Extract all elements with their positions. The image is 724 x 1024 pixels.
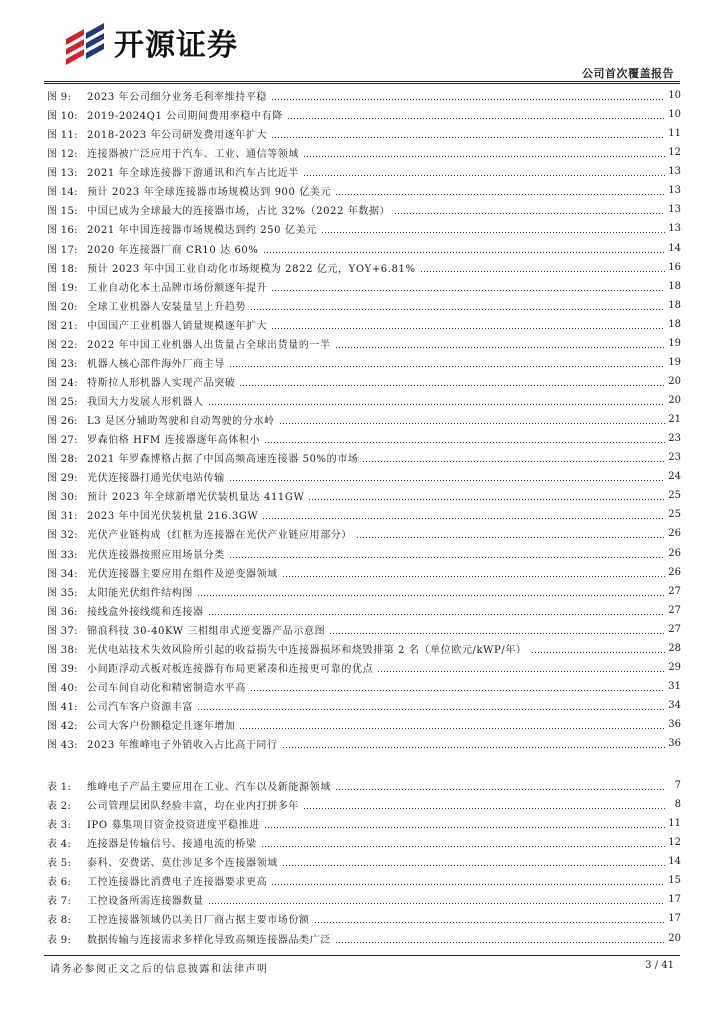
entry-label: 表 9: bbox=[47, 934, 72, 946]
entry-page-number: 26 bbox=[668, 528, 681, 540]
entry-page-number: 14 bbox=[668, 856, 681, 868]
entry-page-number: 28 bbox=[668, 642, 681, 654]
entry-title: 连接器是传输信号、接通电流的桥梁 bbox=[87, 839, 257, 851]
entry-label: 图 26: bbox=[47, 416, 78, 428]
entry-title: 罗森伯格 HFM 连接器逐年高体积小 bbox=[87, 435, 261, 447]
entry-page-number: 24 bbox=[668, 471, 681, 483]
entry-label: 图 11: bbox=[47, 130, 78, 142]
entry-page-number: 31 bbox=[668, 680, 681, 692]
figure-toc-entry[interactable] bbox=[47, 639, 681, 658]
entry-page-number: 27 bbox=[668, 604, 681, 616]
entry-title: 光伏产业链构成（红框为连接器在光伏产业链应用部分） bbox=[87, 530, 352, 542]
entry-page-number: 19 bbox=[668, 337, 681, 349]
table-toc-entry[interactable] bbox=[47, 890, 681, 909]
entry-title: 维峰电子产品主要应用在工业、汽车以及新能源领域 bbox=[87, 782, 331, 794]
entry-label: 图 38: bbox=[47, 644, 78, 656]
entry-label: 图 22: bbox=[47, 339, 78, 351]
entry-page-number: 29 bbox=[668, 661, 681, 673]
figure-toc-entry[interactable] bbox=[47, 467, 681, 486]
figure-toc-entry[interactable] bbox=[47, 181, 681, 200]
entry-page-number: 13 bbox=[668, 185, 681, 197]
figure-toc-entry[interactable] bbox=[47, 162, 681, 181]
entry-title: 公司车间自动化和精密制造水平高 bbox=[87, 682, 246, 694]
entry-label: 图 42: bbox=[47, 721, 78, 733]
entry-title: 2023 年中国光伏装机量 216.3GW bbox=[87, 511, 259, 523]
entry-label: 图 19: bbox=[47, 282, 78, 294]
figure-toc-entry[interactable] bbox=[47, 734, 681, 753]
entry-page-number: 17 bbox=[668, 913, 681, 925]
table-toc-entry[interactable] bbox=[47, 871, 681, 890]
entry-page-number: 19 bbox=[668, 356, 681, 368]
page-header bbox=[0, 0, 724, 80]
entry-label: 图 27: bbox=[47, 435, 78, 447]
dot-leader bbox=[314, 922, 665, 923]
entry-label: 图 41: bbox=[47, 702, 78, 714]
figure-toc-entry[interactable] bbox=[47, 105, 681, 124]
table-list bbox=[47, 776, 681, 948]
table-toc-entry[interactable] bbox=[47, 909, 681, 928]
dot-leader bbox=[282, 576, 665, 577]
entry-page-number: 21 bbox=[668, 414, 681, 426]
entry-label: 表 3: bbox=[47, 820, 72, 832]
entry-label: 图 21: bbox=[47, 320, 78, 332]
entry-page-number: 17 bbox=[668, 894, 681, 906]
figure-toc-entry[interactable] bbox=[47, 658, 681, 677]
entry-title: 光伏连接器按照应用场景分类 bbox=[87, 549, 225, 561]
entry-title: 光伏连接器主要应用在组件及逆变器领域 bbox=[87, 568, 278, 580]
dot-leader bbox=[362, 461, 665, 462]
table-toc-entry[interactable] bbox=[47, 929, 681, 948]
kaiyuan-securities-logo-icon bbox=[62, 19, 108, 65]
entry-label: 表 8: bbox=[47, 915, 72, 927]
figure-toc-entry[interactable] bbox=[47, 86, 681, 105]
dot-leader bbox=[282, 747, 665, 748]
dot-leader bbox=[271, 99, 665, 100]
entry-page-number: 36 bbox=[668, 738, 681, 750]
dot-leader bbox=[271, 290, 665, 291]
entry-title: 公司管理层团队经验丰富，均在业内打拼多年 bbox=[87, 801, 299, 813]
entry-label: 图 35: bbox=[47, 587, 78, 599]
dot-leader bbox=[303, 808, 665, 809]
entry-title: 2021 年全球连接器下游通讯和汽车占比近半 bbox=[87, 168, 299, 180]
dot-leader bbox=[229, 557, 665, 558]
entry-label: 表 7: bbox=[47, 896, 72, 908]
figure-toc-entry[interactable] bbox=[47, 410, 681, 429]
entry-page-number: 20 bbox=[668, 395, 681, 407]
dot-leader bbox=[282, 865, 665, 866]
dot-leader bbox=[262, 518, 665, 519]
entry-title: 工控设备所需连接器数量 bbox=[87, 896, 204, 908]
figure-toc-entry[interactable] bbox=[47, 391, 681, 410]
entry-page-number: 23 bbox=[668, 433, 681, 445]
figure-toc-entry[interactable] bbox=[47, 448, 681, 467]
figure-toc-entry[interactable] bbox=[47, 219, 681, 238]
dot-leader bbox=[335, 789, 665, 790]
entry-title: 2021 年罗森博格占据了中国高频高速连接器 50%的市场 bbox=[87, 454, 359, 466]
entry-title: 我国大力发展人形机器人 bbox=[87, 397, 204, 409]
table-toc-entry[interactable] bbox=[47, 795, 681, 814]
entry-page-number: 7 bbox=[674, 780, 681, 792]
entry-label: 表 1: bbox=[47, 782, 72, 794]
figure-toc-entry[interactable] bbox=[47, 334, 681, 353]
dot-leader bbox=[531, 652, 665, 653]
dot-leader bbox=[229, 480, 665, 481]
dot-leader bbox=[264, 442, 665, 443]
figure-toc-entry[interactable] bbox=[47, 486, 681, 505]
entry-label: 图 31: bbox=[47, 511, 78, 523]
entry-title: 2020 年连接器厂商 CR10 达 60% bbox=[87, 244, 259, 256]
entry-title: 2019-2024Q1 公司期间费用率稳中有降 bbox=[87, 111, 283, 123]
entry-page-number: 10 bbox=[668, 109, 681, 121]
dot-leader bbox=[335, 942, 665, 943]
figure-toc-entry[interactable] bbox=[47, 429, 681, 448]
footer-disclaimer: 请务必参阅正文之后的信息披露和法律声明 bbox=[50, 964, 269, 975]
entry-page-number: 10 bbox=[668, 90, 681, 102]
dot-leader bbox=[394, 213, 665, 214]
entry-label: 表 6: bbox=[47, 877, 72, 889]
figure-toc-entry[interactable] bbox=[47, 124, 681, 143]
entry-title: 数据传输与连接需求多样化导致高频连接器品类广泛 bbox=[87, 934, 331, 946]
entry-label: 图 37: bbox=[47, 625, 78, 637]
dot-leader bbox=[208, 404, 665, 405]
entry-label: 图 20: bbox=[47, 301, 78, 313]
entry-page-number: 27 bbox=[668, 623, 681, 635]
entry-page-number: 11 bbox=[668, 128, 681, 140]
entry-title: 2023 年维峰电子外销收入占比高于同行 bbox=[87, 740, 278, 752]
entry-page-number: 26 bbox=[668, 547, 681, 559]
dot-leader bbox=[321, 232, 665, 233]
page-number: 3 / 41 bbox=[645, 960, 674, 971]
entry-title: L3 是区分辅助驾驶和自动驾驶的分水岭 bbox=[87, 416, 275, 428]
entry-page-number: 14 bbox=[668, 242, 681, 254]
entry-label: 图 33: bbox=[47, 549, 78, 561]
entry-title: 2023 年公司细分业务毛利率维持平稳 bbox=[87, 92, 268, 104]
entry-page-number: 25 bbox=[668, 490, 681, 502]
figure-toc-entry[interactable] bbox=[47, 200, 681, 219]
entry-page-number: 15 bbox=[668, 875, 681, 887]
footer-rule bbox=[44, 955, 680, 956]
entry-label: 图 17: bbox=[47, 244, 78, 256]
entry-title: 预计 2023 年全球新增光伏装机量达 411GW bbox=[87, 492, 305, 504]
entry-label: 图 25: bbox=[47, 397, 78, 409]
dot-leader bbox=[239, 385, 665, 386]
entry-title: 全球工业机器人安装量呈上升趋势 bbox=[87, 301, 246, 313]
brand-logo bbox=[62, 18, 238, 66]
dot-leader bbox=[239, 728, 665, 729]
figure-toc-entry[interactable] bbox=[47, 143, 681, 162]
table-toc-entry[interactable] bbox=[47, 814, 681, 833]
dot-leader bbox=[229, 366, 665, 367]
entry-page-number: 18 bbox=[668, 318, 681, 330]
dot-leader bbox=[303, 156, 665, 157]
dot-leader bbox=[263, 252, 666, 253]
entry-label: 图 40: bbox=[47, 682, 78, 694]
figure-toc-entry[interactable] bbox=[47, 277, 681, 296]
entry-page-number: 18 bbox=[668, 299, 681, 311]
figure-toc-entry[interactable] bbox=[47, 372, 681, 391]
entry-label: 图 29: bbox=[47, 473, 78, 485]
dot-leader bbox=[287, 118, 665, 119]
entry-title: 工控连接器领域仍以美日厂商占据主要市场份额 bbox=[87, 915, 310, 927]
dot-leader bbox=[264, 827, 665, 828]
entry-title: 公司大客户份额稳定且逐年增加 bbox=[87, 721, 236, 733]
dot-leader bbox=[308, 499, 665, 500]
entry-label: 图 14: bbox=[47, 187, 78, 199]
entry-label: 图 23: bbox=[47, 358, 78, 370]
entry-label: 图 10: bbox=[47, 111, 78, 123]
dot-leader bbox=[377, 671, 665, 672]
table-toc-entry[interactable] bbox=[47, 852, 681, 871]
dot-leader bbox=[208, 614, 665, 615]
entry-label: 图 28: bbox=[47, 454, 78, 466]
entry-page-number: 12 bbox=[668, 837, 681, 849]
figure-toc-entry[interactable] bbox=[47, 239, 681, 258]
entry-page-number: 16 bbox=[668, 261, 681, 273]
entry-title: 2022 年中国工业机器人出货量占全球出货量的一半 bbox=[87, 339, 331, 351]
figure-toc-entry[interactable] bbox=[47, 696, 681, 715]
entry-label: 图 39: bbox=[47, 663, 78, 675]
entry-page-number: 34 bbox=[668, 700, 681, 712]
entry-label: 图 9: bbox=[47, 92, 72, 104]
entry-page-number: 26 bbox=[668, 566, 681, 578]
dot-leader bbox=[250, 690, 665, 691]
entry-label: 图 36: bbox=[47, 606, 78, 618]
entry-page-number: 13 bbox=[668, 223, 681, 235]
dot-leader bbox=[279, 423, 665, 424]
figure-list bbox=[47, 86, 681, 753]
entry-label: 表 2: bbox=[47, 801, 72, 813]
entry-title: 太阳能光伏组件结构图 bbox=[87, 587, 193, 599]
figure-toc-entry[interactable] bbox=[47, 524, 681, 543]
entry-title: 2018-2023 年公司研发费用逐年扩大 bbox=[87, 130, 268, 142]
dot-leader bbox=[335, 194, 665, 195]
figure-toc-entry[interactable] bbox=[47, 563, 681, 582]
dot-leader bbox=[356, 537, 665, 538]
table-toc-entry[interactable] bbox=[47, 776, 681, 795]
entry-page-number: 12 bbox=[668, 147, 681, 159]
entry-page-number: 20 bbox=[668, 375, 681, 387]
report-type-label: 公司首次覆盖报告 bbox=[582, 67, 674, 80]
table-toc-entry[interactable] bbox=[47, 833, 681, 852]
entry-label: 表 5: bbox=[47, 858, 72, 870]
entry-label: 图 32: bbox=[47, 530, 78, 542]
entry-page-number: 20 bbox=[668, 932, 681, 944]
entry-title: 预计 2023 年全球连接器市场规模达到 900 亿美元 bbox=[87, 187, 332, 199]
header-rule bbox=[44, 81, 680, 82]
entry-title: 光伏连接器打通光伏电站传输 bbox=[87, 473, 225, 485]
figure-toc-entry[interactable] bbox=[47, 353, 681, 372]
entry-label: 图 30: bbox=[47, 492, 78, 504]
dot-leader bbox=[271, 884, 665, 885]
entry-page-number: 11 bbox=[668, 818, 681, 830]
figure-toc-entry[interactable] bbox=[47, 582, 681, 601]
entry-title: 小间距浮动式板对板连接器有布局更紧凑和连接更可靠的优点 bbox=[87, 663, 374, 675]
entry-title: 光伏电站技术失效风险所引起的收益损失中连接器损坏和烧毁排第 2 名（单位欧元/kWP/年） bbox=[87, 644, 527, 656]
dot-leader bbox=[271, 137, 665, 138]
entry-title: 公司汽车客户资源丰富 bbox=[87, 702, 193, 714]
dot-leader bbox=[329, 633, 665, 634]
entry-label: 图 15: bbox=[47, 206, 78, 218]
entry-title: 2021 年中国连接器市场规模达到约 250 亿美元 bbox=[87, 225, 317, 237]
figure-toc-entry[interactable] bbox=[47, 296, 681, 315]
entry-title: IPO 募集项目资金投资进度平稳推进 bbox=[87, 820, 260, 832]
entry-title: 接线盒外接线缆和连接器 bbox=[87, 606, 204, 618]
entry-page-number: 13 bbox=[668, 204, 681, 216]
entry-label: 图 12: bbox=[47, 149, 78, 161]
dot-leader bbox=[250, 309, 665, 310]
entry-title: 工业自动化本土品牌市场份额逐年提升 bbox=[87, 282, 268, 294]
entry-label: 图 24: bbox=[47, 377, 78, 389]
figure-toc-entry[interactable] bbox=[47, 715, 681, 734]
entry-page-number: 13 bbox=[668, 166, 681, 178]
dot-leader bbox=[420, 271, 665, 272]
brand-name: 开源证券 bbox=[114, 28, 238, 63]
entry-page-number: 25 bbox=[668, 509, 681, 521]
dot-leader bbox=[197, 595, 665, 596]
entry-title: 机器人核心部件海外厂商主导 bbox=[87, 358, 225, 370]
entry-page-number: 8 bbox=[674, 799, 681, 811]
entry-page-number: 23 bbox=[668, 452, 681, 464]
figure-toc-entry[interactable] bbox=[47, 677, 681, 696]
entry-page-number: 18 bbox=[668, 280, 681, 292]
dot-leader bbox=[271, 328, 665, 329]
figure-toc-entry[interactable] bbox=[47, 601, 681, 620]
figure-toc-entry[interactable] bbox=[47, 258, 681, 277]
dot-leader bbox=[303, 175, 665, 176]
entry-title: 中国国产工业机器人销量规模逐年扩大 bbox=[87, 320, 268, 332]
entry-title: 连接器被广泛应用于汽车、工业、通信等领域 bbox=[87, 149, 299, 161]
entry-label: 图 43: bbox=[47, 740, 78, 752]
entry-title: 锦浪科技 30-40KW 三相组串式逆变器产品示意图 bbox=[87, 625, 326, 637]
dot-leader bbox=[197, 709, 665, 710]
figure-toc-entry[interactable] bbox=[47, 544, 681, 563]
entry-title: 特斯拉人形机器人实现产品突破 bbox=[87, 377, 236, 389]
entry-title: 预计 2023 年中国工业自动化市场规模为 2822 亿元，YOY+6.81% bbox=[87, 263, 416, 275]
entry-page-number: 27 bbox=[668, 585, 681, 597]
figure-toc-entry[interactable] bbox=[47, 315, 681, 334]
entry-title: 工控连接器比消费电子连接器要求更高 bbox=[87, 877, 268, 889]
entry-label: 图 34: bbox=[47, 568, 78, 580]
figure-toc-entry[interactable] bbox=[47, 620, 681, 639]
entry-page-number: 36 bbox=[668, 719, 681, 731]
dot-leader bbox=[208, 903, 665, 904]
entry-title: 泰科、安费诺、莫仕涉足多个连接器领域 bbox=[87, 858, 278, 870]
entry-title: 中国已成为全球最大的连接器市场，占比 32%（2022 年数据） bbox=[87, 206, 391, 218]
entry-label: 表 4: bbox=[47, 839, 72, 851]
entry-label: 图 13: bbox=[47, 168, 78, 180]
dot-leader bbox=[335, 347, 665, 348]
entry-label: 图 18: bbox=[47, 263, 78, 275]
header-rule-secondary bbox=[44, 83, 680, 84]
entry-label: 图 16: bbox=[47, 225, 78, 237]
figure-toc-entry[interactable] bbox=[47, 505, 681, 524]
dot-leader bbox=[261, 846, 665, 847]
